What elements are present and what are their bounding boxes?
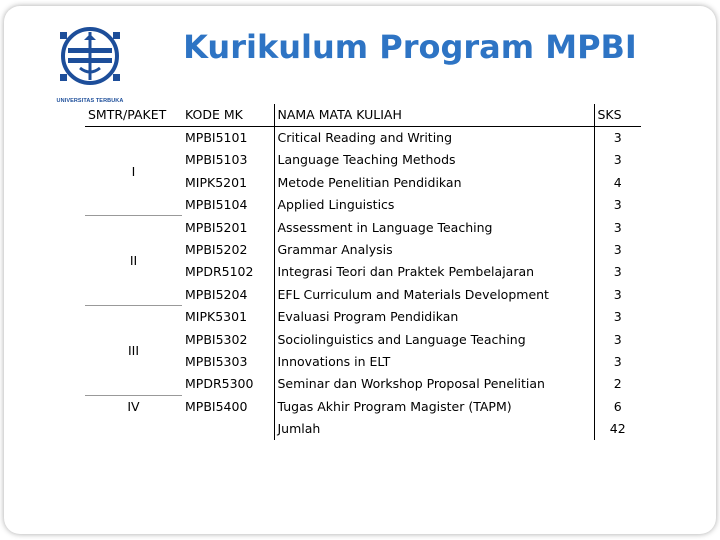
course-sks: 3 — [594, 194, 641, 216]
course-name: Integrasi Teori dan Praktek Pembelajaran — [274, 261, 594, 283]
header-nama: NAMA MATA KULIAH — [274, 104, 594, 126]
course-name: Seminar dan Workshop Proposal Penelitian — [274, 373, 594, 395]
course-sks: 3 — [594, 350, 641, 372]
table-header-row — [85, 104, 641, 126]
page-title: Kurikulum Program MPBI — [183, 28, 637, 66]
semester-label: IV — [127, 399, 140, 415]
course-code: MPBI5103 — [185, 152, 248, 168]
table-row — [85, 306, 641, 328]
table-row — [85, 395, 641, 417]
course-sks: 2 — [594, 373, 641, 395]
table-row — [85, 216, 641, 238]
course-code: MPBI5400 — [185, 398, 248, 414]
course-name: Grammar Analysis — [274, 238, 594, 260]
course-name: Critical Reading and Writing — [274, 126, 594, 148]
course-name: Language Teaching Methods — [274, 149, 594, 171]
course-sks: 4 — [594, 171, 641, 193]
semester-label: I — [85, 126, 182, 216]
course-code: MIPK5201 — [185, 174, 248, 190]
course-code: MPBI5101 — [182, 126, 274, 148]
semester-label: III — [85, 306, 182, 396]
course-code: MPDR5300 — [185, 376, 254, 392]
course-sks: 3 — [594, 328, 641, 350]
course-sks: 3 — [594, 126, 641, 148]
header-kode: KODE MK — [182, 104, 274, 126]
logo-emblem-icon — [50, 18, 130, 98]
course-code: MPBI5104 — [185, 197, 248, 213]
course-name: Innovations in ELT — [274, 350, 594, 372]
course-sks: 3 — [594, 238, 641, 260]
semester-label: II — [85, 216, 182, 306]
course-name: Applied Linguistics — [274, 194, 594, 216]
curriculum-table — [85, 104, 641, 440]
header-smtr: SMTR/PAKET — [88, 107, 167, 123]
course-name: Evaluasi Program Pendidikan — [274, 306, 594, 328]
university-logo — [50, 18, 130, 110]
course-code: MPBI5302 — [185, 331, 248, 347]
course-sks: 3 — [594, 283, 641, 305]
total-sks: 42 — [594, 417, 641, 439]
table-row — [85, 126, 641, 148]
course-sks: 3 — [594, 306, 641, 328]
total-label: Jumlah — [274, 417, 594, 439]
course-code: MPBI5201 — [185, 219, 248, 235]
course-code: MPBI5204 — [185, 286, 248, 302]
course-name: Assessment in Language Teaching — [274, 216, 594, 238]
total-row — [85, 417, 641, 439]
course-name: EFL Curriculum and Materials Development — [274, 283, 594, 305]
course-name: Tugas Akhir Program Magister (TAPM) — [274, 395, 594, 417]
course-code: MPDR5102 — [185, 264, 254, 280]
course-code: MPBI5202 — [185, 242, 248, 258]
course-name: Sociolinguistics and Language Teaching — [274, 328, 594, 350]
course-sks: 3 — [594, 261, 641, 283]
course-name: Metode Penelitian Pendidikan — [274, 171, 594, 193]
course-code: MIPK5301 — [185, 309, 248, 325]
logo-caption: UNIVERSITAS TERBUKA — [56, 98, 124, 104]
header-sks: SKS — [594, 104, 641, 126]
course-code: MPBI5303 — [185, 353, 248, 369]
course-sks: 3 — [594, 216, 641, 238]
course-sks: 3 — [594, 149, 641, 171]
course-sks: 6 — [594, 395, 641, 417]
